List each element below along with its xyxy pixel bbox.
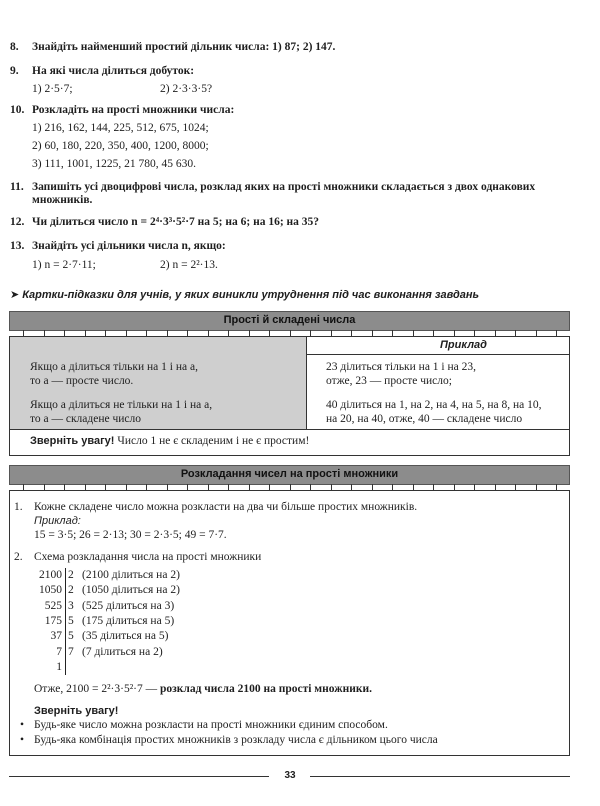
scheme-number: 7 [56, 645, 62, 658]
scheme-row [30, 599, 174, 614]
card-1-title: Прості й складені числа [223, 314, 356, 326]
scheme-comment: (175 ділиться на 5) [82, 614, 175, 627]
page-number: 33 [284, 770, 296, 781]
exercise-13: 13. Знайдіть усі дільники числа n, якщо: [10, 240, 226, 252]
scheme-number: 37 [50, 630, 62, 643]
exercise-8: 8. Знайдіть найменший простий дільник числа: 1) 87; 2) 147. [10, 41, 336, 53]
exercise-9: 9. На які числа ділиться добуток: [10, 65, 195, 77]
composite-definition-1: Якщо a ділиться не тільки на 1 і на a, [30, 399, 213, 411]
prime-definition-2: то a — просте число. [30, 375, 134, 387]
scheme-number: 175 [44, 614, 62, 627]
scheme-comment: (2100 ділиться на 2) [82, 569, 180, 581]
prime-example-1: 23 ділиться тільки на 1 і на 23, [326, 361, 477, 373]
scheme-factor: 3 [68, 599, 74, 612]
scheme-number: 1 [56, 660, 62, 673]
scheme-row [30, 660, 82, 675]
card-2-note-label: Зверніть увагу! [34, 705, 119, 717]
footer-rule-left [9, 776, 269, 777]
exercise-10: 10. Розкладіть на прості множники числа: [10, 104, 235, 116]
divider [306, 354, 569, 355]
arrow-bullet-icon: ➤ [10, 289, 20, 301]
card-1-header [9, 311, 570, 331]
card-2-header [9, 465, 570, 485]
exercise-11-cont: множників. [32, 194, 93, 206]
exercise-12: 12. Чи ділиться число n = 2⁴·3³·5²·7 на 5; на 6; на 16; на 35? [10, 216, 320, 228]
footer-rule-right [310, 776, 570, 777]
composite-example-1: 40 ділиться на 1, на 2, на 4, на 5, на 8, на 10, [326, 399, 542, 411]
scheme-factor: 7 [68, 645, 74, 658]
exercise-9-part-2: 2) 2·3·3·5? [160, 83, 213, 95]
scheme-row [30, 568, 180, 583]
scheme-factor: 2 [68, 584, 74, 597]
scheme-factor: 5 [68, 630, 74, 643]
scheme-row [30, 645, 163, 660]
factorization-result: Отже, 2100 = 2²·3·5²·7 — розклад числа 2100 на прості множники. [34, 683, 372, 695]
scheme-factor: 5 [68, 614, 74, 627]
scheme-factor: 2 [68, 569, 74, 581]
scheme-comment: (525 ділиться на 3) [82, 599, 175, 612]
fact-1-examples: 15 = 3·5; 26 = 2·13; 30 = 2·3·5; 49 = 7·7. [34, 529, 227, 541]
composite-example-2: на 20, на 40, отже, 40 — складене число [326, 413, 523, 425]
exercise-11: 11. Запишіть усі двоцифрові числа, розклад яких на прості множники складається з двох однакових [10, 181, 536, 193]
scheme-comment: (7 ділиться на 2) [82, 645, 163, 658]
hint-cards-heading: ➤ Картки-підказки для учнів, у яких виникли утруднення під час виконання завдань [10, 289, 480, 301]
exercise-10-line-2: 2) 60, 180, 220, 350, 400, 1200, 8000; [32, 140, 209, 152]
scheme-row [30, 583, 180, 598]
exercise-10-line-1: 1) 216, 162, 144, 225, 512, 675, 1024; [32, 122, 209, 134]
composite-definition-2: то a — складене число [30, 413, 142, 425]
scheme-row [30, 629, 168, 644]
scheme-number: 2100 [39, 569, 62, 581]
fact-1: 1. Кожне складене число можна розкласти на два чи більше простих множників. [14, 501, 418, 513]
card-1-note: Зверніть увагу! Число 1 не є складеним і не є простим! [30, 435, 310, 447]
example-label: Приклад [440, 339, 487, 351]
card-2-title: Розкладання чисел на прості множники [180, 468, 399, 480]
note-bullet-2: • Будь-яка комбінація простих множників з розкладу числа є дільником цього числа [20, 734, 438, 746]
scheme-number: 1050 [39, 584, 62, 597]
divider [10, 429, 569, 430]
scheme-row [30, 614, 174, 629]
scheme-comment: (1050 ділиться на 2) [82, 584, 180, 597]
fact-1-example-label: Приклад: [34, 515, 81, 527]
exercise-13-part-1: 1) n = 2·7·11; [32, 259, 96, 271]
prime-definition-1: Якщо a ділиться тільки на 1 і на a, [30, 361, 198, 373]
scheme-number: 525 [44, 599, 62, 612]
fact-2: 2. Схема розкладання числа на прості множники [14, 551, 262, 563]
exercise-13-part-2: 2) n = 2²·13. [160, 259, 218, 271]
note-bullet-1: • Будь-яке число можна розкласти на прості множники єдиним способом. [20, 719, 388, 731]
exercise-9-part-1: 1) 2·5·7; [32, 83, 73, 95]
exercise-10-line-3: 3) 111, 1001, 1225, 21 780, 45 630. [32, 158, 196, 170]
scheme-comment: (35 ділиться на 5) [82, 630, 169, 643]
prime-example-2: отже, 23 — просте число; [326, 375, 452, 387]
